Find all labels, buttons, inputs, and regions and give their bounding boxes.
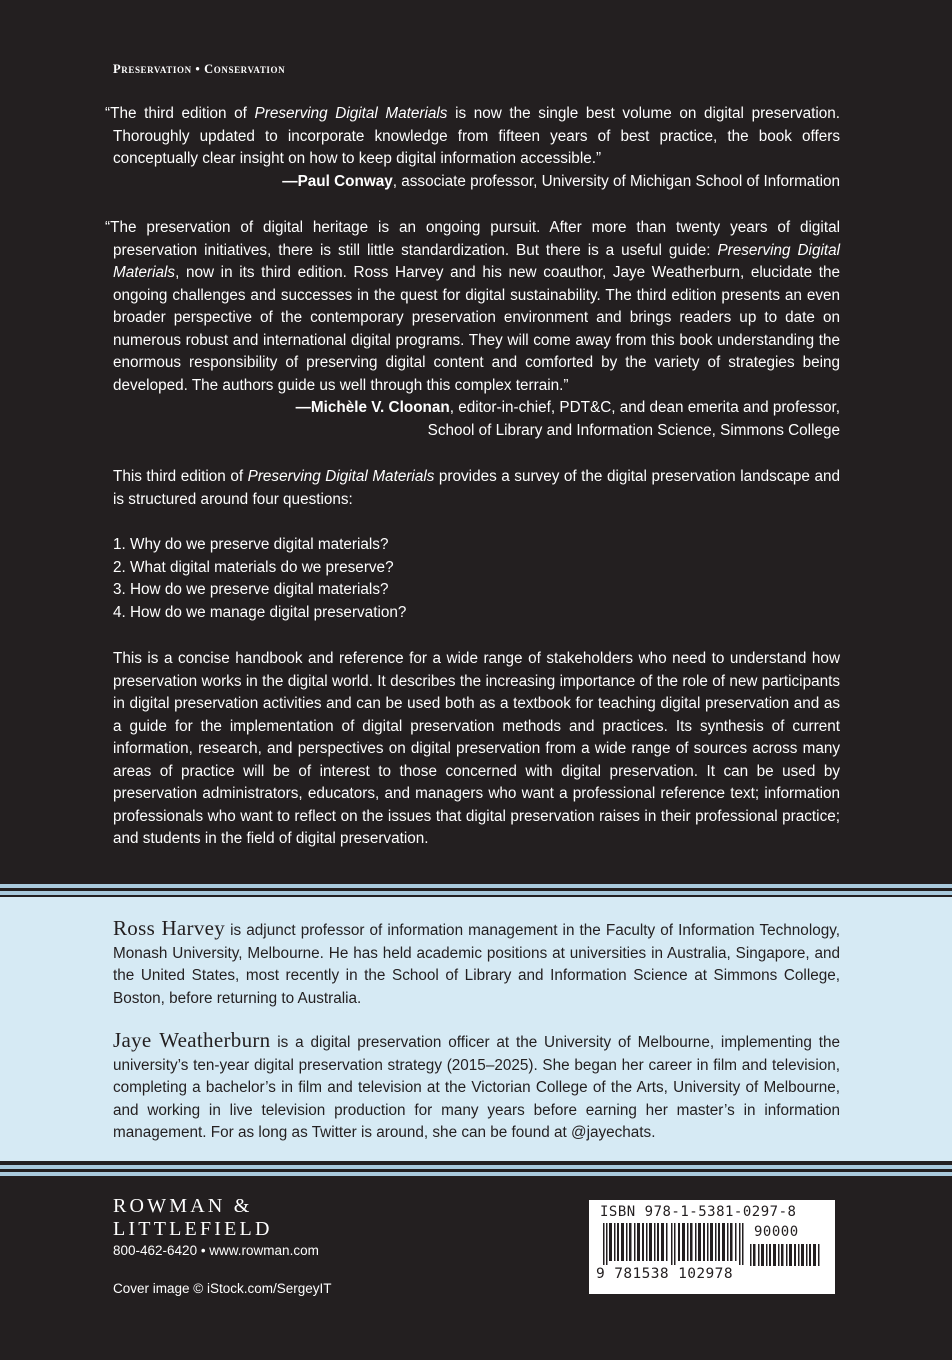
attribution-affiliation: , associate professor, University of Michigan School of Information [392,172,840,190]
quote-text [105,103,840,171]
intro-text-start: This third edition of [113,468,248,485]
divider-line [0,1165,952,1169]
price-code: 90000 [754,1224,799,1240]
quote-text-start: “The preservation of digital heritage is an ongoing pursuit. After more than twenty years of digital preservation initiatives, there is still little standardization. But there is a useful guide: [105,219,840,259]
divider-line [0,884,952,888]
quote-attribution [113,171,840,194]
description-body [113,648,840,851]
cover-credit: Cover image © iStock.com/SergeyIT [113,1281,332,1296]
divider-line [0,1172,952,1176]
category-label: Preservation • Conservation [113,62,286,76]
book-title: Preserving Digital Materials [254,105,448,122]
quote-conway [105,103,840,193]
author-bio-harvey [113,917,840,1010]
quote-attribution-line2: School of Library and Information Science, Simmons College [427,421,840,439]
quote-text-end: is now the single best volume on digital preservation. Thoroughly updated to incorporate knowledge from fifteen years of best practice, the book offers conceptually clear insight on how to keep digital information accessible.” [113,105,840,167]
author-bio-panel [0,897,952,1161]
publisher-contact: 800-462-6420 • www.rowman.com [113,1243,319,1258]
author-bio-text: is adjunct professor of information management in the Faculty of Information Technology, Monash University, Melbourne. He has held academic positions at universities in Australia, Singapore, and the United States, most recently in the School of Library and Information Science at Simmons College, Boston, before returning to Australia. [113,922,840,1007]
quote-attribution [113,397,840,420]
intro-text [113,466,840,511]
quote-text-start: “The third edition of [105,105,255,122]
author-name: Ross Harvey [113,916,226,940]
author-name: Jaye Weatherburn [113,1028,271,1052]
addon-barcode-icon [750,1244,822,1266]
publisher-logo: ROWMAN & [113,1195,253,1217]
body-text: This is a concise handbook and reference for a wide range of stakeholders who need to understand how preservation works in the digital world. It describes the increasing importance of the role of new participants in digital preservation activities and can be used both as a textbook for teaching digital preservation and as a guide for the implementation of digital preservation methods and practices. Its synthesis of current information, research, and perspectives on digital preservation from a wide range of sources across many areas of practice will be of interest to those concerned with digital preservation. It can be used by preservation administrators, educators, and managers who want a professional reference text; information professionals who want to reflect on the issues that digital preservation raises in their professional practice; and students in the field of digital preservation. [113,650,840,847]
attribution-name: —Michèle V. Cloonan [295,399,450,416]
ean-digits: 9 781538 102978 [596,1266,733,1282]
barcode-bars-icon [603,1223,745,1265]
question-list [113,534,840,624]
book-title: Preserving Digital Materials [113,241,841,281]
isbn-barcode [589,1200,835,1294]
isbn-label: ISBN 978-1-5381-0297-8 [600,1204,797,1220]
quote-text [105,217,841,397]
attribution-affiliation: , editor-in-chief, PDT&C, and dean emerita and professor, [449,399,840,416]
author-bio-text: is a digital preservation officer at the University of Melbourne, implementing the university’s ten-year digital preservation strategy (2015–2025). She began her career in film and television, completing a bachelor’s in film and television at the Victorian College of the Arts, University of Melbourne, and working in live television production for many years before earning her master’s in information management. For as long as Twitter is around, she can be found at @jayechats. [113,1034,840,1141]
list-item: 3. How do we preserve digital materials? [113,581,389,598]
author-bio-weatherburn [113,1029,840,1145]
description-intro [113,466,840,511]
quote-text-end: , now in its third edition. Ross Harvey and his new coauthor, Jaye Weatherburn, elucidate the ongoing challenges and successes in the quest for digital sustainability. The third edition presents an even broader perspective of the contemporary preservation environment and brings readers up to date on numerous robust and international digital programs. They will come away from this book understanding the enormous responsibility of preserving digital content and comforted by the variety of strategies being developed. The authors guide us well through this complex terrain.” [113,264,840,394]
intro-text-end: provides a survey of the digital preservation landscape and is structured around four questions: [113,468,840,508]
attribution-name: —Paul Conway [282,172,393,190]
publisher-block [113,1195,319,1258]
list-item: 2. What digital materials do we preserve? [113,558,394,576]
book-title: Preserving Digital Materials [247,468,435,485]
publisher-logo-line2: LITTLEFIELD [113,1218,273,1240]
list-item: 1. Why do we preserve digital materials? [113,536,389,553]
list-item: 4. How do we manage digital preservation? [113,603,407,621]
quote-cloonan [105,217,841,442]
divider-line [0,891,952,895]
